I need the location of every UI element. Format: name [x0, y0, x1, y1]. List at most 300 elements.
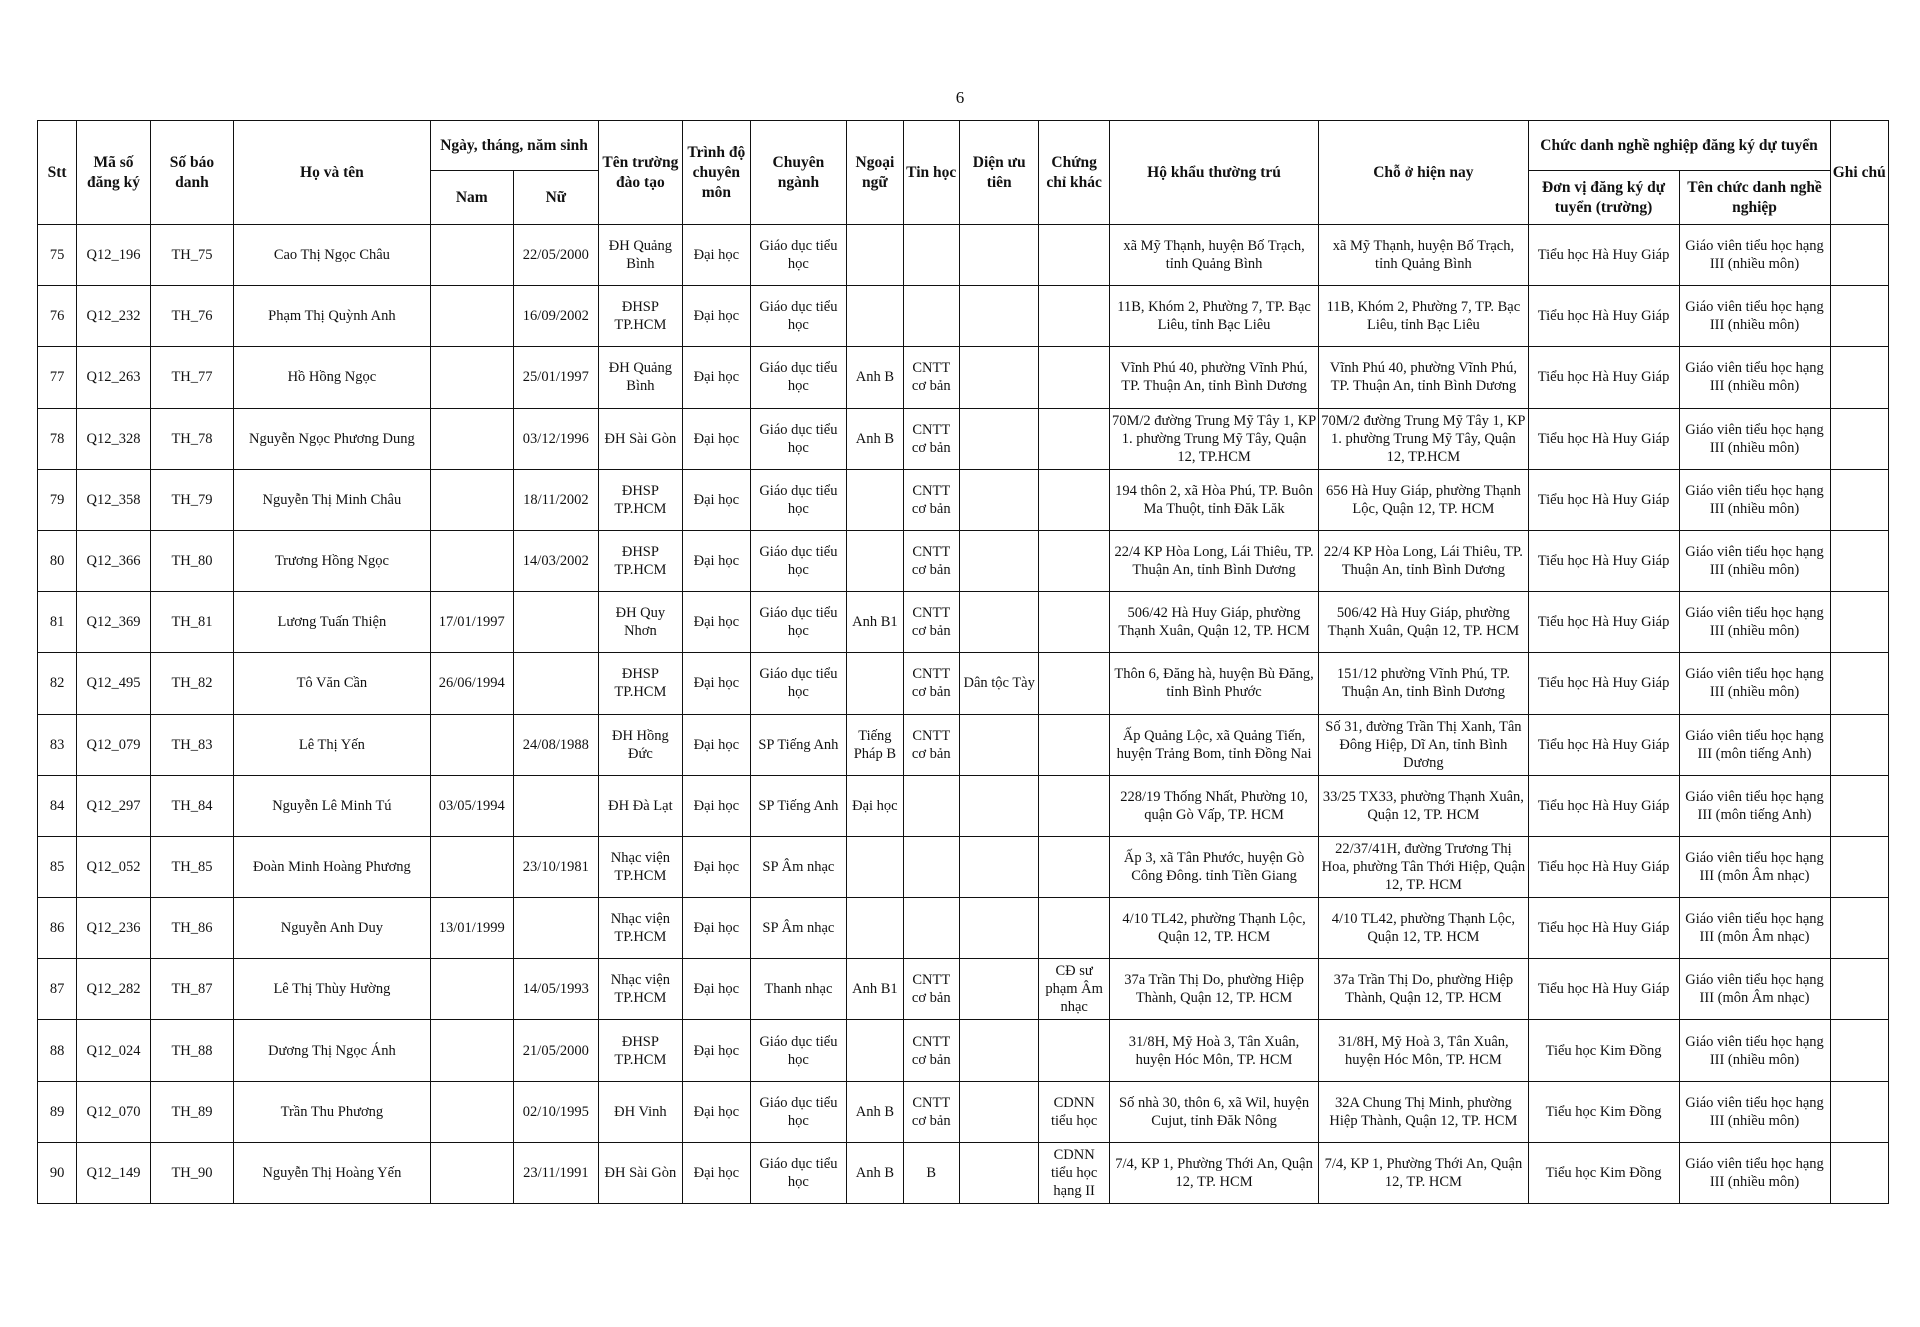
truong-cell: ĐHSP TP.HCM	[598, 530, 683, 591]
cho-o-cell: 37a Trần Thị Do, phường Hiệp Thành, Quận 12, TP. HCM	[1319, 959, 1528, 1020]
dien-uu-tien-cell	[959, 775, 1039, 836]
ma-so-cell: Q12_366	[77, 530, 150, 591]
stt-cell: 88	[38, 1020, 77, 1081]
table-row	[38, 836, 1889, 897]
stt-cell: 82	[38, 653, 77, 714]
tin-hoc-cell: CNTT cơ bản	[903, 1020, 959, 1081]
nu-cell	[514, 592, 599, 653]
don-vi-cell: Tiểu học Hà Huy Giáp	[1528, 592, 1679, 653]
chuyen-nganh-cell: Giáo dục tiểu học	[750, 530, 847, 591]
don-vi-cell: Tiểu học Hà Huy Giáp	[1528, 959, 1679, 1020]
truong-cell: ĐH Quảng Bình	[598, 225, 683, 286]
chuyen-nganh-cell: Giáo dục tiểu học	[750, 347, 847, 408]
don-vi-cell: Tiểu học Hà Huy Giáp	[1528, 530, 1679, 591]
dien-uu-tien-cell	[959, 592, 1039, 653]
chung-chi-cell: CDNN tiểu học hạng II	[1039, 1142, 1109, 1203]
nam-cell	[430, 959, 514, 1020]
trinh-do-cell: Đại học	[683, 836, 750, 897]
ho-khau-cell: 22/4 KP Hòa Long, Lái Thiêu, TP. Thuận An, tỉnh Bình Dương	[1109, 530, 1318, 591]
don-vi-cell: Tiểu học Kim Đồng	[1528, 1081, 1679, 1142]
ngoai-ngu-cell	[847, 836, 903, 897]
ngoai-ngu-cell: Anh B	[847, 347, 903, 408]
so-bao-danh-cell: TH_83	[150, 714, 234, 775]
name-cell: Nguyễn Ngọc Phương Dung	[234, 408, 430, 469]
ghi-chu-cell	[1830, 898, 1889, 959]
chuyen-nganh-cell: Giáo dục tiểu học	[750, 653, 847, 714]
trinh-do-cell: Đại học	[683, 530, 750, 591]
trinh-do-cell: Đại học	[683, 714, 750, 775]
stt-cell: 86	[38, 898, 77, 959]
dien-uu-tien-cell	[959, 714, 1039, 775]
truong-cell: ĐHSP TP.HCM	[598, 286, 683, 347]
ten-chuc-danh-cell: Giáo viên tiểu học hạng III (nhiều môn)	[1679, 286, 1830, 347]
trinh-do-cell: Đại học	[683, 653, 750, 714]
trinh-do-cell: Đại học	[683, 1081, 750, 1142]
ho-khau-cell: 70M/2 đường Trung Mỹ Tây 1, KP 1. phường Trung Mỹ Tây, Quận 12, TP.HCM	[1109, 408, 1318, 469]
don-vi-cell: Tiểu học Hà Huy Giáp	[1528, 898, 1679, 959]
cho-o-cell: 656 Hà Huy Giáp, phường Thạnh Lộc, Quận 12, TP. HCM	[1319, 469, 1528, 530]
cho-o-cell: 7/4, KP 1, Phường Thới An, Quận 12, TP. HCM	[1319, 1142, 1528, 1203]
stt-cell: 81	[38, 592, 77, 653]
ngoai-ngu-cell: Tiếng Pháp B	[847, 714, 903, 775]
cho-o-cell: 11B, Khóm 2, Phường 7, TP. Bạc Liêu, tỉnh Bạc Liêu	[1319, 286, 1528, 347]
trinh-do-cell: Đại học	[683, 959, 750, 1020]
ngoai-ngu-cell	[847, 469, 903, 530]
tin-hoc-cell: CNTT cơ bản	[903, 469, 959, 530]
ghi-chu-cell	[1830, 775, 1889, 836]
trinh-do-cell: Đại học	[683, 286, 750, 347]
ma-so-cell: Q12_052	[77, 836, 150, 897]
truong-cell: ĐHSP TP.HCM	[598, 653, 683, 714]
table-header	[38, 121, 1889, 225]
ghi-chu-cell	[1830, 1020, 1889, 1081]
don-vi-cell: Tiểu học Hà Huy Giáp	[1528, 836, 1679, 897]
header-truong: Tên trường đào tạo	[598, 121, 683, 225]
ma-so-cell: Q12_297	[77, 775, 150, 836]
stt-cell: 77	[38, 347, 77, 408]
trinh-do-cell: Đại học	[683, 225, 750, 286]
cho-o-cell: 33/25 TX33, phường Thạnh Xuân, Quận 12, TP. HCM	[1319, 775, 1528, 836]
so-bao-danh-cell: TH_76	[150, 286, 234, 347]
stt-cell: 78	[38, 408, 77, 469]
truong-cell: Nhạc viện TP.HCM	[598, 898, 683, 959]
so-bao-danh-cell: TH_81	[150, 592, 234, 653]
table-row	[38, 592, 1889, 653]
tin-hoc-cell: B	[903, 1142, 959, 1203]
chung-chi-cell: CDNN tiểu học	[1039, 1081, 1109, 1142]
don-vi-cell: Tiểu học Kim Đồng	[1528, 1142, 1679, 1203]
header-ho-khau: Hộ khẩu thường trú	[1109, 121, 1318, 225]
nam-cell	[430, 530, 514, 591]
chung-chi-cell	[1039, 653, 1109, 714]
ghi-chu-cell	[1830, 286, 1889, 347]
table-row	[38, 530, 1889, 591]
stt-cell: 89	[38, 1081, 77, 1142]
cho-o-cell: 70M/2 đường Trung Mỹ Tây 1, KP 1. phường Trung Mỹ Tây, Quận 12, TP.HCM	[1319, 408, 1528, 469]
cho-o-cell: xã Mỹ Thạnh, huyện Bố Trạch, tỉnh Quảng Bình	[1319, 225, 1528, 286]
ten-chuc-danh-cell: Giáo viên tiểu học hạng III (môn Âm nhạc)	[1679, 959, 1830, 1020]
nu-cell: 22/05/2000	[514, 225, 599, 286]
chung-chi-cell	[1039, 592, 1109, 653]
ten-chuc-danh-cell: Giáo viên tiểu học hạng III (nhiều môn)	[1679, 469, 1830, 530]
so-bao-danh-cell: TH_90	[150, 1142, 234, 1203]
header-don-vi: Đơn vị đăng ký dự tuyển (trường)	[1528, 171, 1679, 225]
nu-cell: 23/11/1991	[514, 1142, 599, 1203]
truong-cell: Nhạc viện TP.HCM	[598, 836, 683, 897]
dien-uu-tien-cell	[959, 286, 1039, 347]
tin-hoc-cell	[903, 775, 959, 836]
table-body	[38, 225, 1889, 1204]
header-ngoai-ngu: Ngoại ngữ	[847, 121, 903, 225]
cho-o-cell: 506/42 Hà Huy Giáp, phường Thạnh Xuân, Quận 12, TP. HCM	[1319, 592, 1528, 653]
ho-khau-cell: 228/19 Thống Nhất, Phường 10, quận Gò Vấp, TP. HCM	[1109, 775, 1318, 836]
truong-cell: ĐHSP TP.HCM	[598, 1020, 683, 1081]
trinh-do-cell: Đại học	[683, 592, 750, 653]
name-cell: Hồ Hồng Ngọc	[234, 347, 430, 408]
dien-uu-tien-cell	[959, 530, 1039, 591]
stt-cell: 80	[38, 530, 77, 591]
ngoai-ngu-cell	[847, 530, 903, 591]
table-row	[38, 469, 1889, 530]
header-chung-chi: Chứng chỉ khác	[1039, 121, 1109, 225]
so-bao-danh-cell: TH_88	[150, 1020, 234, 1081]
nam-cell	[430, 469, 514, 530]
so-bao-danh-cell: TH_78	[150, 408, 234, 469]
ten-chuc-danh-cell: Giáo viên tiểu học hạng III (môn Âm nhạc)	[1679, 836, 1830, 897]
ten-chuc-danh-cell: Giáo viên tiểu học hạng III (môn tiếng Anh)	[1679, 775, 1830, 836]
chung-chi-cell	[1039, 347, 1109, 408]
stt-cell: 83	[38, 714, 77, 775]
ngoai-ngu-cell: Anh B	[847, 408, 903, 469]
chung-chi-cell	[1039, 225, 1109, 286]
ma-so-cell: Q12_232	[77, 286, 150, 347]
header-ghi-chu: Ghi chú	[1830, 121, 1889, 225]
truong-cell: ĐH Đà Lạt	[598, 775, 683, 836]
name-cell: Trần Thu Phương	[234, 1081, 430, 1142]
ho-khau-cell: 11B, Khóm 2, Phường 7, TP. Bạc Liêu, tỉnh Bạc Liêu	[1109, 286, 1318, 347]
stt-cell: 90	[38, 1142, 77, 1203]
ho-khau-cell: Ấp 3, xã Tân Phước, huyện Gò Công Đông. tỉnh Tiền Giang	[1109, 836, 1318, 897]
dien-uu-tien-cell	[959, 408, 1039, 469]
chung-chi-cell	[1039, 775, 1109, 836]
nam-cell	[430, 225, 514, 286]
header-tin-hoc: Tin học	[903, 121, 959, 225]
so-bao-danh-cell: TH_86	[150, 898, 234, 959]
stt-cell: 76	[38, 286, 77, 347]
tin-hoc-cell: CNTT cơ bản	[903, 714, 959, 775]
ten-chuc-danh-cell: Giáo viên tiểu học hạng III (nhiều môn)	[1679, 653, 1830, 714]
trinh-do-cell: Đại học	[683, 1020, 750, 1081]
nu-cell: 02/10/1995	[514, 1081, 599, 1142]
dien-uu-tien-cell: Dân tộc Tày	[959, 653, 1039, 714]
name-cell: Lê Thị Thùy Hường	[234, 959, 430, 1020]
nam-cell	[430, 408, 514, 469]
nam-cell: 03/05/1994	[430, 775, 514, 836]
header-trinh-do: Trình độ chuyên môn	[683, 121, 750, 225]
header-ten-chuc-danh: Tên chức danh nghề nghiệp	[1679, 171, 1830, 225]
chuyen-nganh-cell: Giáo dục tiểu học	[750, 592, 847, 653]
header-nam: Nam	[430, 171, 514, 225]
don-vi-cell: Tiểu học Hà Huy Giáp	[1528, 347, 1679, 408]
nu-cell	[514, 775, 599, 836]
name-cell: Nguyễn Anh Duy	[234, 898, 430, 959]
trinh-do-cell: Đại học	[683, 347, 750, 408]
nu-cell: 21/05/2000	[514, 1020, 599, 1081]
tin-hoc-cell	[903, 836, 959, 897]
header-chuc-danh: Chức danh nghề nghiệp đăng ký dự tuyển	[1528, 121, 1830, 171]
ho-khau-cell: Số nhà 30, thôn 6, xã Wil, huyện Cujut, tỉnh Đăk Nông	[1109, 1081, 1318, 1142]
truong-cell: ĐHSP TP.HCM	[598, 469, 683, 530]
chuyen-nganh-cell: SP Âm nhạc	[750, 898, 847, 959]
dien-uu-tien-cell	[959, 225, 1039, 286]
ngoai-ngu-cell	[847, 286, 903, 347]
chuyen-nganh-cell: Giáo dục tiểu học	[750, 1142, 847, 1203]
ten-chuc-danh-cell: Giáo viên tiểu học hạng III (nhiều môn)	[1679, 530, 1830, 591]
cho-o-cell: 151/12 phường Vĩnh Phú, TP. Thuận An, tỉnh Bình Dương	[1319, 653, 1528, 714]
chuyen-nganh-cell: Giáo dục tiểu học	[750, 286, 847, 347]
dien-uu-tien-cell	[959, 898, 1039, 959]
ma-so-cell: Q12_495	[77, 653, 150, 714]
ma-so-cell: Q12_070	[77, 1081, 150, 1142]
ngoai-ngu-cell	[847, 898, 903, 959]
nam-cell	[430, 1081, 514, 1142]
truong-cell: ĐH Vinh	[598, 1081, 683, 1142]
so-bao-danh-cell: TH_84	[150, 775, 234, 836]
so-bao-danh-cell: TH_85	[150, 836, 234, 897]
nam-cell: 13/01/1999	[430, 898, 514, 959]
trinh-do-cell: Đại học	[683, 775, 750, 836]
dien-uu-tien-cell	[959, 1142, 1039, 1203]
name-cell: Phạm Thị Quỳnh Anh	[234, 286, 430, 347]
chuyen-nganh-cell: Giáo dục tiểu học	[750, 1020, 847, 1081]
chuyen-nganh-cell: SP Tiếng Anh	[750, 714, 847, 775]
nu-cell: 25/01/1997	[514, 347, 599, 408]
name-cell: Nguyễn Thị Hoàng Yến	[234, 1142, 430, 1203]
name-cell: Lương Tuấn Thiện	[234, 592, 430, 653]
ho-khau-cell: 4/10 TL42, phường Thạnh Lộc, Quận 12, TP. HCM	[1109, 898, 1318, 959]
nam-cell	[430, 1142, 514, 1203]
ghi-chu-cell	[1830, 225, 1889, 286]
ho-khau-cell: 506/42 Hà Huy Giáp, phường Thạnh Xuân, Quận 12, TP. HCM	[1109, 592, 1318, 653]
chung-chi-cell	[1039, 530, 1109, 591]
chuyen-nganh-cell: Giáo dục tiểu học	[750, 408, 847, 469]
nam-cell	[430, 1020, 514, 1081]
header-dien-uu-tien: Diện ưu tiên	[959, 121, 1039, 225]
header-chuyen-nganh: Chuyên ngành	[750, 121, 847, 225]
ma-so-cell: Q12_236	[77, 898, 150, 959]
don-vi-cell: Tiểu học Hà Huy Giáp	[1528, 714, 1679, 775]
nu-cell: 16/09/2002	[514, 286, 599, 347]
tin-hoc-cell: CNTT cơ bản	[903, 959, 959, 1020]
ghi-chu-cell	[1830, 347, 1889, 408]
don-vi-cell: Tiểu học Hà Huy Giáp	[1528, 225, 1679, 286]
nam-cell	[430, 714, 514, 775]
chuyen-nganh-cell: Giáo dục tiểu học	[750, 1081, 847, 1142]
page-number: 6	[955, 88, 965, 107]
ho-khau-cell: Thôn 6, Đăng hà, huyện Bù Đăng, tỉnh Bình Phước	[1109, 653, 1318, 714]
table-row	[38, 1081, 1889, 1142]
ho-khau-cell: 194 thôn 2, xã Hòa Phú, TP. Buôn Ma Thuột, tỉnh Đăk Lăk	[1109, 469, 1318, 530]
chuyen-nganh-cell: SP Âm nhạc	[750, 836, 847, 897]
table-row	[38, 408, 1889, 469]
ten-chuc-danh-cell: Giáo viên tiểu học hạng III (môn tiếng Anh)	[1679, 714, 1830, 775]
cho-o-cell: 4/10 TL42, phường Thạnh Lộc, Quận 12, TP. HCM	[1319, 898, 1528, 959]
ghi-chu-cell	[1830, 959, 1889, 1020]
ngoai-ngu-cell	[847, 1020, 903, 1081]
don-vi-cell: Tiểu học Hà Huy Giáp	[1528, 775, 1679, 836]
cho-o-cell: 32A Chung Thị Minh, phường Hiệp Thành, Quận 12, TP. HCM	[1319, 1081, 1528, 1142]
nu-cell: 14/03/2002	[514, 530, 599, 591]
table-row	[38, 898, 1889, 959]
ghi-chu-cell	[1830, 469, 1889, 530]
truong-cell: ĐH Sài Gòn	[598, 1142, 683, 1203]
header-ma-so: Mã số đăng ký	[77, 121, 150, 225]
tin-hoc-cell	[903, 225, 959, 286]
dien-uu-tien-cell	[959, 1020, 1039, 1081]
nu-cell: 18/11/2002	[514, 469, 599, 530]
cho-o-cell: 22/37/41H, đường Trương Thị Hoa, phường Tân Thới Hiệp, Quận 12, TP. HCM	[1319, 836, 1528, 897]
ma-so-cell: Q12_263	[77, 347, 150, 408]
ho-khau-cell: Ấp Quảng Lộc, xã Quảng Tiến, huyện Trảng Bom, tỉnh Đồng Nai	[1109, 714, 1318, 775]
chung-chi-cell	[1039, 1020, 1109, 1081]
name-cell: Dương Thị Ngọc Ánh	[234, 1020, 430, 1081]
header-cho-o: Chỗ ở hiện nay	[1319, 121, 1528, 225]
header-nu: Nữ	[514, 171, 599, 225]
nam-cell	[430, 286, 514, 347]
nam-cell	[430, 836, 514, 897]
ma-so-cell: Q12_024	[77, 1020, 150, 1081]
so-bao-danh-cell: TH_89	[150, 1081, 234, 1142]
nu-cell: 24/08/1988	[514, 714, 599, 775]
ma-so-cell: Q12_196	[77, 225, 150, 286]
table-row	[38, 1020, 1889, 1081]
tin-hoc-cell: CNTT cơ bản	[903, 653, 959, 714]
so-bao-danh-cell: TH_82	[150, 653, 234, 714]
ngoai-ngu-cell: Anh B	[847, 1081, 903, 1142]
dien-uu-tien-cell	[959, 959, 1039, 1020]
ngoai-ngu-cell	[847, 225, 903, 286]
table-row	[38, 286, 1889, 347]
ho-khau-cell: 7/4, KP 1, Phường Thới An, Quận 12, TP. HCM	[1109, 1142, 1318, 1203]
stt-cell: 75	[38, 225, 77, 286]
ten-chuc-danh-cell: Giáo viên tiểu học hạng III (nhiều môn)	[1679, 225, 1830, 286]
don-vi-cell: Tiểu học Hà Huy Giáp	[1528, 469, 1679, 530]
nam-cell: 26/06/1994	[430, 653, 514, 714]
dien-uu-tien-cell	[959, 1081, 1039, 1142]
chuyen-nganh-cell: SP Tiếng Anh	[750, 775, 847, 836]
so-bao-danh-cell: TH_79	[150, 469, 234, 530]
name-cell: Trương Hồng Ngọc	[234, 530, 430, 591]
ho-khau-cell: Vĩnh Phú 40, phường Vĩnh Phú, TP. Thuận An, tỉnh Bình Dương	[1109, 347, 1318, 408]
name-cell: Nguyễn Thị Minh Châu	[234, 469, 430, 530]
chung-chi-cell	[1039, 408, 1109, 469]
chung-chi-cell	[1039, 469, 1109, 530]
cho-o-cell: Vĩnh Phú 40, phường Vĩnh Phú, TP. Thuận An, tỉnh Bình Dương	[1319, 347, 1528, 408]
nu-cell	[514, 898, 599, 959]
ten-chuc-danh-cell: Giáo viên tiểu học hạng III (nhiều môn)	[1679, 1142, 1830, 1203]
truong-cell: Nhạc viện TP.HCM	[598, 959, 683, 1020]
name-cell: Nguyễn Lê Minh Tú	[234, 775, 430, 836]
cho-o-cell: Số 31, đường Trần Thị Xanh, Tân Đông Hiệp, Dĩ An, tỉnh Bình Dương	[1319, 714, 1528, 775]
truong-cell: ĐH Quảng Bình	[598, 347, 683, 408]
table-row	[38, 775, 1889, 836]
header-so-bao-danh: Số báo danh	[150, 121, 234, 225]
header-stt: Stt	[38, 121, 77, 225]
ngoai-ngu-cell: Anh B1	[847, 959, 903, 1020]
tin-hoc-cell: CNTT cơ bản	[903, 347, 959, 408]
cho-o-cell: 31/8H, Mỹ Hoà 3, Tân Xuân, huyện Hóc Môn, TP. HCM	[1319, 1020, 1528, 1081]
trinh-do-cell: Đại học	[683, 1142, 750, 1203]
chung-chi-cell: CĐ sư phạm Âm nhạc	[1039, 959, 1109, 1020]
chung-chi-cell	[1039, 836, 1109, 897]
name-cell: Đoàn Minh Hoàng Phương	[234, 836, 430, 897]
name-cell: Lê Thị Yến	[234, 714, 430, 775]
dien-uu-tien-cell	[959, 347, 1039, 408]
ma-so-cell: Q12_328	[77, 408, 150, 469]
dien-uu-tien-cell	[959, 469, 1039, 530]
don-vi-cell: Tiểu học Kim Đồng	[1528, 1020, 1679, 1081]
ma-so-cell: Q12_079	[77, 714, 150, 775]
chuyen-nganh-cell: Giáo dục tiểu học	[750, 225, 847, 286]
nam-cell	[430, 347, 514, 408]
trinh-do-cell: Đại học	[683, 408, 750, 469]
don-vi-cell: Tiểu học Hà Huy Giáp	[1528, 286, 1679, 347]
name-cell: Cao Thị Ngọc Châu	[234, 225, 430, 286]
cho-o-cell: 22/4 KP Hòa Long, Lái Thiêu, TP. Thuận An, tỉnh Bình Dương	[1319, 530, 1528, 591]
ghi-chu-cell	[1830, 836, 1889, 897]
ghi-chu-cell	[1830, 408, 1889, 469]
table-row	[38, 714, 1889, 775]
ho-khau-cell: xã Mỹ Thạnh, huyện Bố Trạch, tỉnh Quảng Bình	[1109, 225, 1318, 286]
chuyen-nganh-cell: Thanh nhạc	[750, 959, 847, 1020]
ma-so-cell: Q12_282	[77, 959, 150, 1020]
so-bao-danh-cell: TH_80	[150, 530, 234, 591]
tin-hoc-cell: CNTT cơ bản	[903, 592, 959, 653]
ten-chuc-danh-cell: Giáo viên tiểu học hạng III (nhiều môn)	[1679, 1020, 1830, 1081]
nu-cell	[514, 653, 599, 714]
table-row	[38, 959, 1889, 1020]
don-vi-cell: Tiểu học Hà Huy Giáp	[1528, 408, 1679, 469]
ten-chuc-danh-cell: Giáo viên tiểu học hạng III (nhiều môn)	[1679, 1081, 1830, 1142]
stt-cell: 84	[38, 775, 77, 836]
stt-cell: 85	[38, 836, 77, 897]
trinh-do-cell: Đại học	[683, 469, 750, 530]
ghi-chu-cell	[1830, 714, 1889, 775]
ten-chuc-danh-cell: Giáo viên tiểu học hạng III (nhiều môn)	[1679, 408, 1830, 469]
nu-cell: 23/10/1981	[514, 836, 599, 897]
ngoai-ngu-cell: Đại học	[847, 775, 903, 836]
ma-so-cell: Q12_149	[77, 1142, 150, 1203]
ngoai-ngu-cell	[847, 653, 903, 714]
nu-cell: 14/05/1993	[514, 959, 599, 1020]
ten-chuc-danh-cell: Giáo viên tiểu học hạng III (nhiều môn)	[1679, 592, 1830, 653]
tin-hoc-cell: CNTT cơ bản	[903, 408, 959, 469]
table-row	[38, 1142, 1889, 1203]
tin-hoc-cell	[903, 286, 959, 347]
chuyen-nganh-cell: Giáo dục tiểu học	[750, 469, 847, 530]
truong-cell: ĐH Quy Nhơn	[598, 592, 683, 653]
ten-chuc-danh-cell: Giáo viên tiểu học hạng III (môn Âm nhạc)	[1679, 898, 1830, 959]
so-bao-danh-cell: TH_75	[150, 225, 234, 286]
truong-cell: ĐH Sài Gòn	[598, 408, 683, 469]
ten-chuc-danh-cell: Giáo viên tiểu học hạng III (nhiều môn)	[1679, 347, 1830, 408]
tin-hoc-cell: CNTT cơ bản	[903, 1081, 959, 1142]
nu-cell: 03/12/1996	[514, 408, 599, 469]
truong-cell: ĐH Hồng Đức	[598, 714, 683, 775]
header-ho-ten: Họ và tên	[234, 121, 430, 225]
tin-hoc-cell: CNTT cơ bản	[903, 530, 959, 591]
ghi-chu-cell	[1830, 592, 1889, 653]
